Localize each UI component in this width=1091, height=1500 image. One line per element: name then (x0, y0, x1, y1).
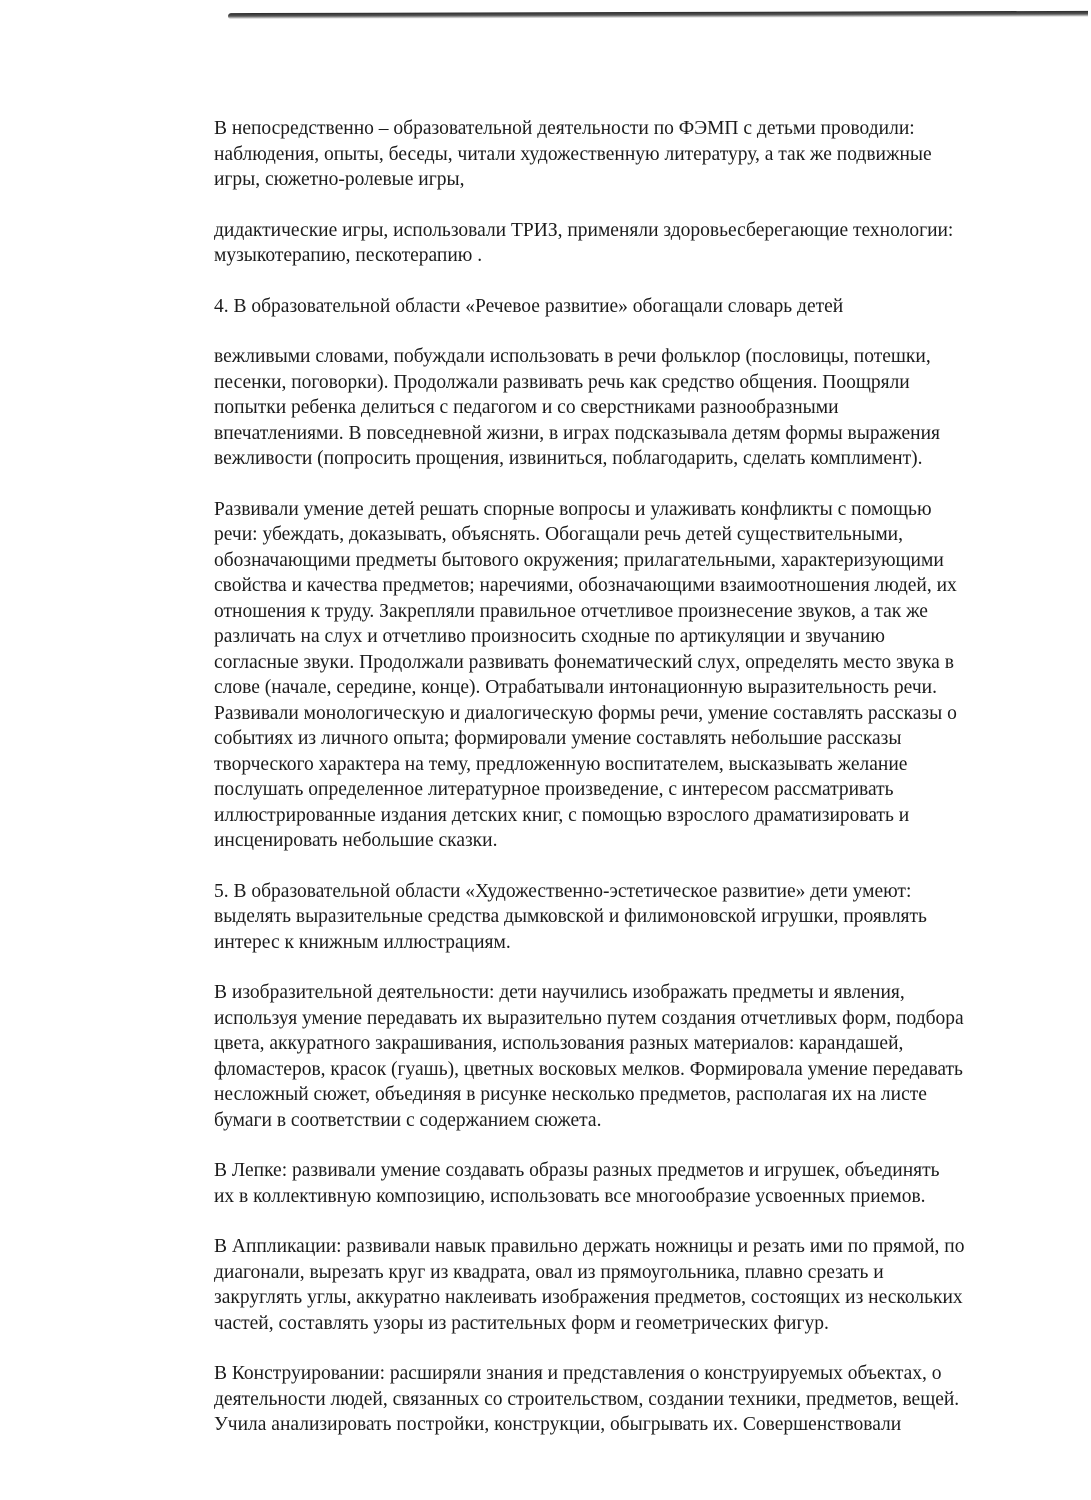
paragraph-didactic-games: дидактические игры, использовали ТРИЗ, применяли здоровьесберегающие технологии: музыкотерапию, пескотерапию . (214, 219, 954, 266)
paragraph-visual-activity: В изобразительной деятельности: дети научились изображать предметы и явления, используя умение передавать их выразительно путем создания отчетливых форм, подбора цвета, аккуратного закрашивания, использования разных материалов: карандашей, фломастеров, красок (гуашь), цветных восковых мелков. Формировала умение передавать несложный сюжет, объединяя в рисунке несколько предметов, располагая их на листе бумаги в соответствии с содержанием сюжета. (214, 982, 964, 1131)
paragraph-modeling: В Лепке: развивали умение создавать образы разных предметов и игрушек, объединять их в коллективную композицию, использовать все многообразие усвоенных приемов. (214, 1160, 940, 1207)
document-page (214, 116, 1054, 1463)
scan-top-edge-shadow (228, 11, 1088, 19)
paragraph-artistic-heading: 5. В образовательной области «Художественно-эстетическое развитие» дети умеют: выделять выразительные средства дымковской и филимоновской игрушки, проявлять интерес к книжным иллюстрациям. (214, 880, 927, 953)
paragraph-speech-development: Развивали умение детей решать спорные вопросы и улаживать конфликты с помощью речи: убеждать, доказывать, объяснять. Обогащали речь детей существительными, обозначающими предметы бытового окружения; прилагательными, характеризующими свойства и качества предметов; наречиями, обозначающими взаимоотношения людей, их отношения к труду. Закрепляли правильное отчетливое произнесение звуков, а так же различать на слух и отчетливо произносить сходные по артикуляции и звучанию согласные звуки. Продолжали развивать фонематический слух, определять место звука в слове (начале, середине, конце). Отрабатывали интонационную выразительность речи. Развивали монологическую и диалогическую формы речи, умение составлять рассказы о событиях из личного опыта; формировали умение составлять небольшие рассказы творческого характера на тему, предложенную воспитателем, высказывать желание послушать определенное литературное произведение, с интересом рассматривать иллюстрированные издания детских книг, с помощью взрослого драматизировать и инсценировать небольшие сказки. (214, 498, 957, 851)
paragraph-polite-words: вежливыми словами, побуждали использовать в речи фольклор (пословицы, потешки, песенки, поговорки). Продолжали развивать речь как средство общения. Поощряли попытки ребенка делиться с педагогом и со сверстниками разнообразными впечатлениями. В повседневной жизни, в играх подсказывала детям формы выражения вежливости (попросить прощения, извиниться, поблагодарить, сделать комплимент). (214, 346, 940, 469)
paragraph-construction: В Конструировании: расширяли знания и представления о конструируемых объектах, о деятельности людей, связанных со строительством, создании техники, предметов, вещей. Учила анализировать постройки, конструкции, обыгрывать их. Совершенствовали (214, 1363, 960, 1435)
paragraph-applique: В Аппликации: развивали навык правильно держать ножницы и резать ими по прямой, по диагонали, вырезать круг из квадрата, овал из прямоугольника, плавно срезать и закруглять углы, аккуратно наклеивать изображения предметов, состоящих из нескольких частей, составлять узоры из растительных форм и геометрических фигур. (214, 1236, 965, 1334)
paragraph-speech-heading: 4. В образовательной области «Речевое развитие» обогащали словарь детей (214, 295, 844, 317)
paragraph-femp: В непосредственно – образовательной деятельности по ФЭМП с детьми проводили: наблюдения, опыты, беседы, читали художественную литературу, а так же подвижные игры, сюжетно-ролевые игры, (214, 118, 932, 190)
